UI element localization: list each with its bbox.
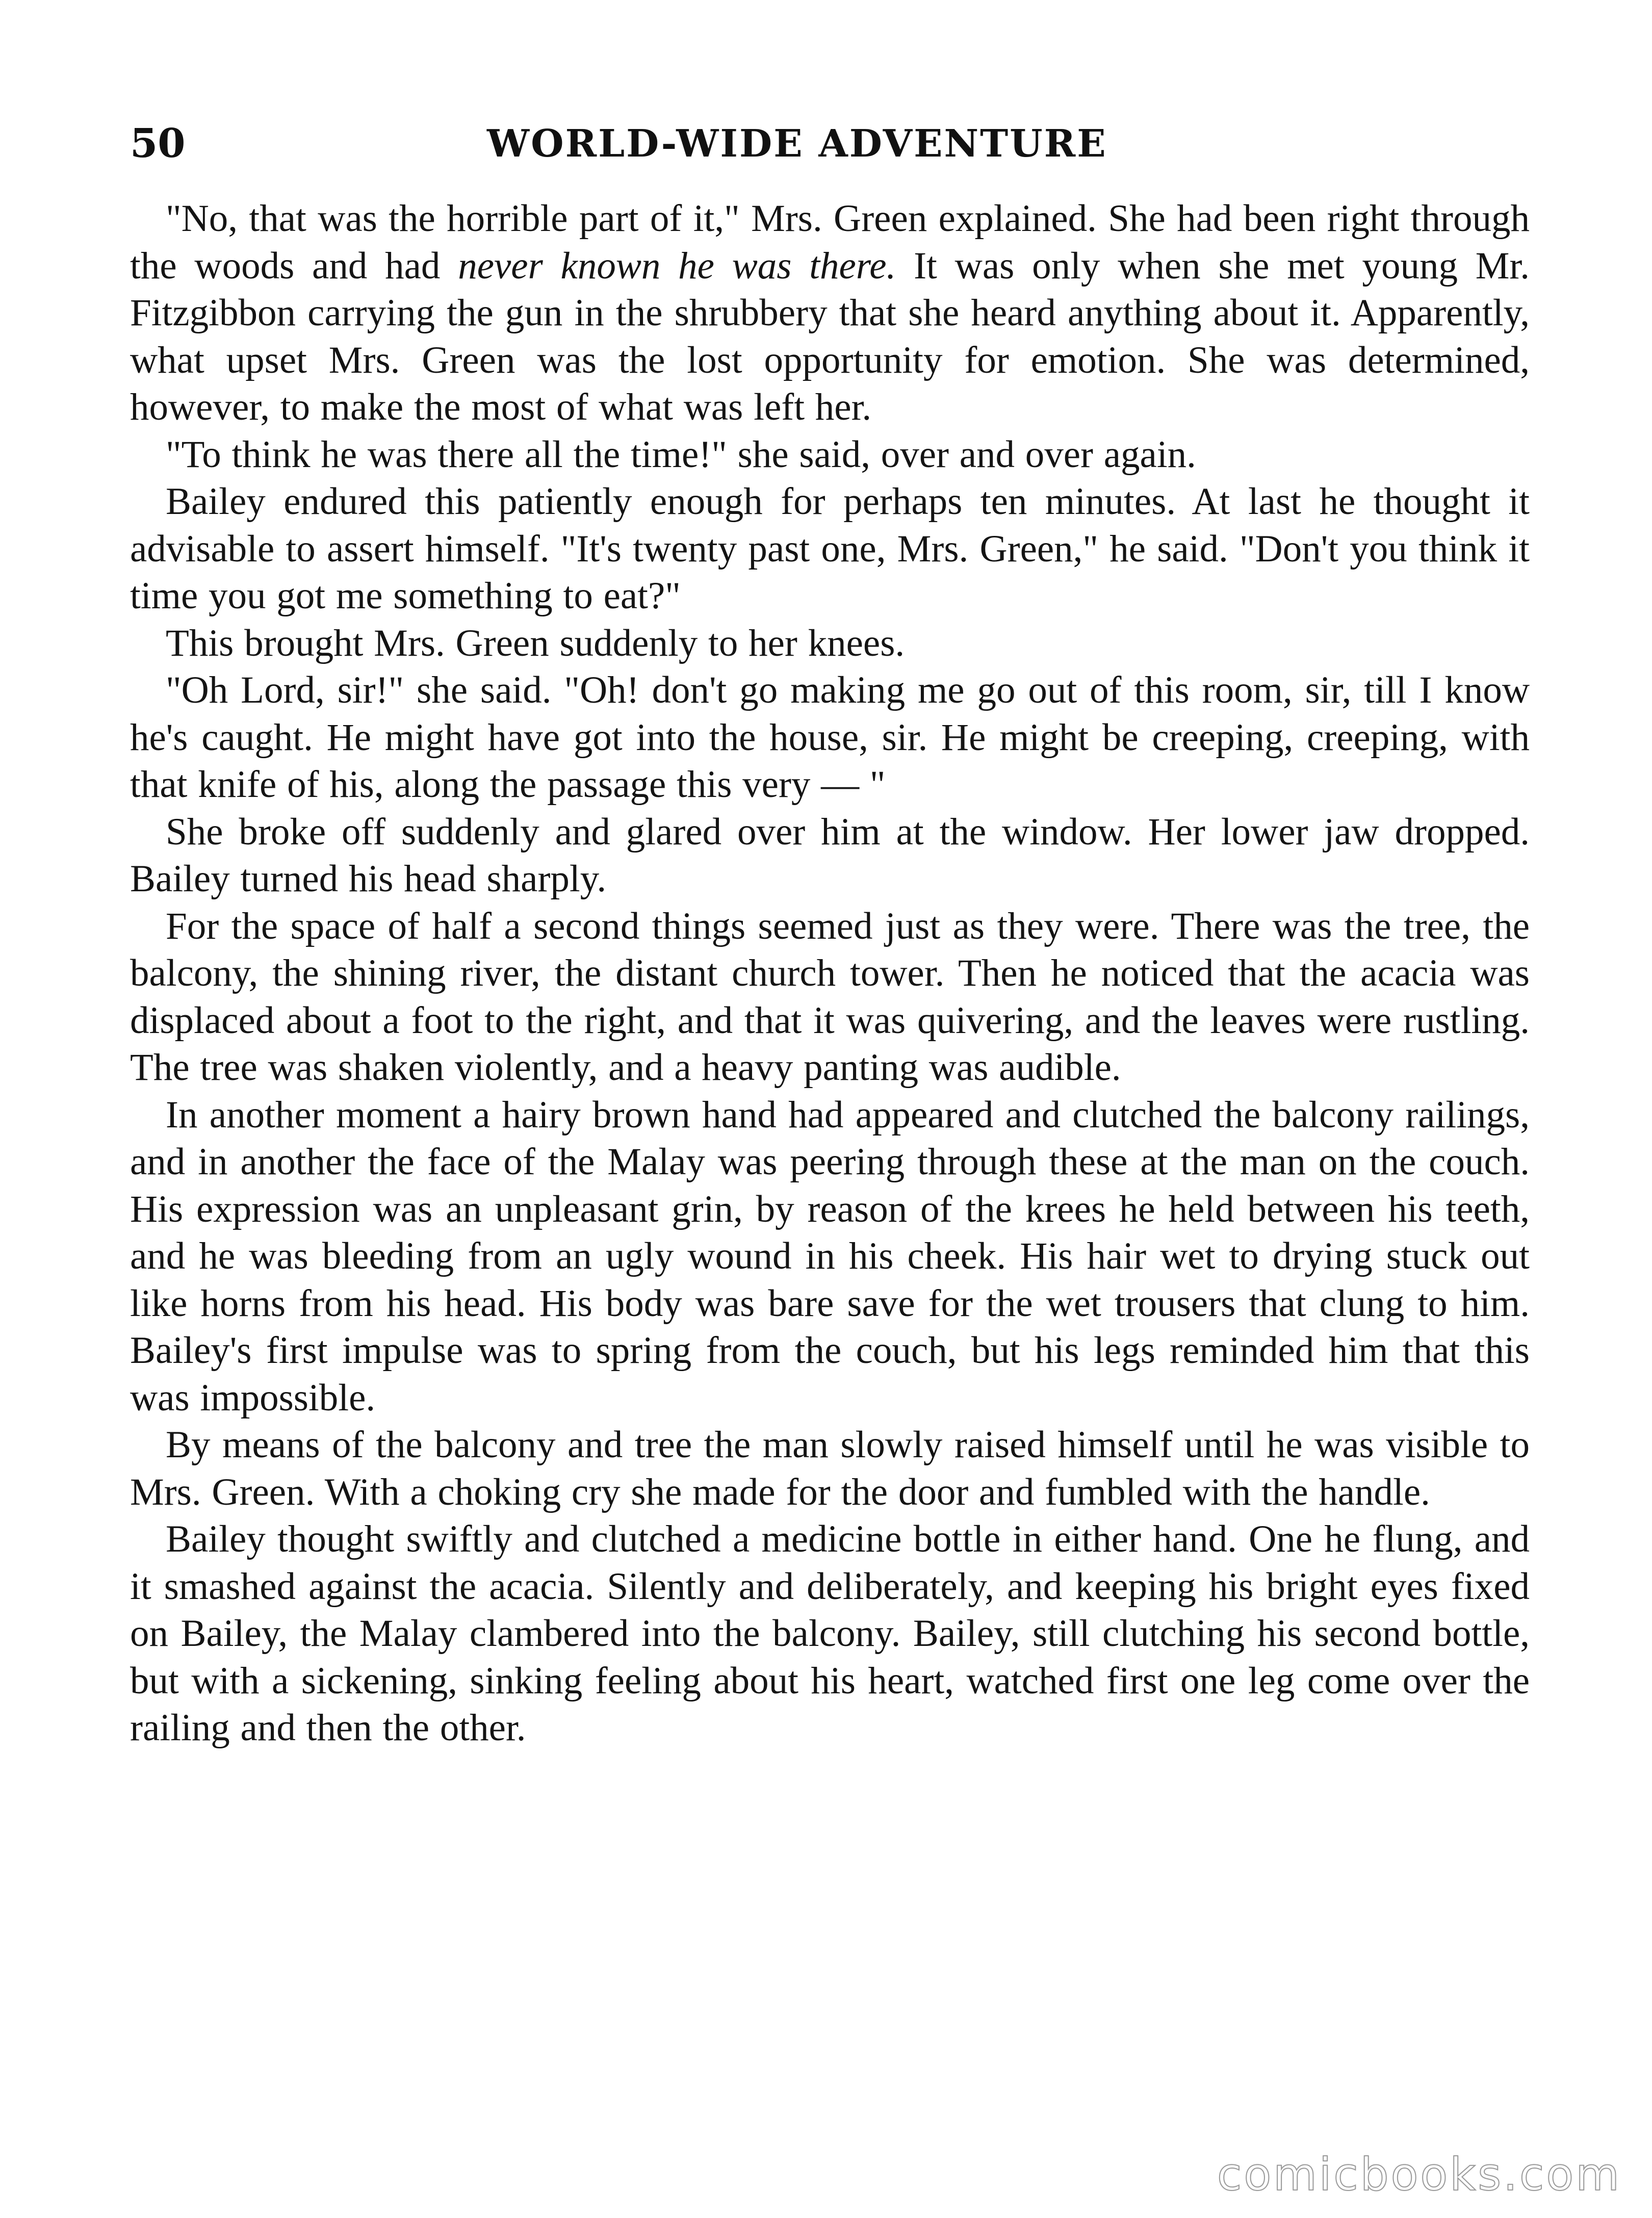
paragraph-2: "To think he was there all the time!" she said, over and over again. — [166, 433, 1196, 476]
paragraph-3: Bailey endured this patiently enough for perhaps ten minutes. At last he thought it advisable to assert himself. "It's twenty past one, Mrs. Green," he said. "Don't you think it time you got me something to eat?" — [130, 480, 1530, 617]
paragraph-5: "Oh Lord, sir!" she said. "Oh! don't go making me go out of this room, sir, till I know he's caught. He might have got into the house, sir. He might be creeping, creeping, with that knife of his, along the passage this very — " — [130, 669, 1530, 806]
paragraph-1-italic: never known he was there. — [458, 244, 896, 287]
paragraph-10: Bailey thought swiftly and clutched a medicine bottle in either hand. One he flung, and it smashed against the acacia. Silently and deliberately, and keeping his bright eyes fixed on Bailey, the Malay clambered into the balcony. Bailey, still clutching his second bottle, but with a sickening, sinking feeling about his heart, watched first one leg come over the railing and then the other. — [130, 1518, 1530, 1749]
paragraph-1-text-after: It was only when she met young Mr. Fitzgibbon carrying the gun in the shrubbery that she heard anything about it. Apparently, what upset Mrs. Green was the lost opportunity for emotion. She was determined, however, to make the most of what was left her. — [130, 244, 1530, 428]
paragraph-1-text-before: "No, that was the horrible part of it," Mrs. Green explained. She had been right through the woods and had — [130, 197, 1530, 287]
page-header — [130, 118, 1530, 174]
paragraph-8: In another moment a hairy brown hand had appeared and clutched the balcony railings, and in another the face of the Malay was peering through these at the man on the couch. His expression was an unpleasant grin, by reason of the krees he held between his teeth, and he was bleeding from an ugly wound in his cheek. His hair wet to drying stuck out like horns from his head. His body was bare save for the wet trousers that clung to him. Bailey's first impulse was to spring from the couch, but his legs reminded him that this was impossible. — [130, 1093, 1530, 1419]
paragraph-4: This brought Mrs. Green suddenly to her knees. — [166, 622, 905, 664]
paragraph-7: For the space of half a second things seemed just as they were. There was the tree, the balcony, the shining river, the distant church tower. Then he noticed that the acacia was displaced about a foot to the right, and that it was quivering, and the leaves were rustling. The tree was shaken violently, and a heavy panting was audible. — [130, 905, 1530, 1089]
watermark: comicbooks.com — [1217, 2148, 1621, 2201]
paragraph-6: She broke off suddenly and glared over him at the window. Her lower jaw dropped. Bailey turned his head sharply. — [130, 810, 1530, 900]
running-title: WORLD-WIDE ADVENTURE — [487, 122, 1107, 166]
body-text — [130, 195, 1530, 1752]
page-number: 50 — [130, 120, 186, 167]
paragraph-9: By means of the balcony and tree the man slowly raised himself until he was visible to Mrs. Green. With a choking cry she made for the door and fumbled with the handle. — [130, 1424, 1530, 1513]
paragraph-1 — [130, 195, 1530, 431]
